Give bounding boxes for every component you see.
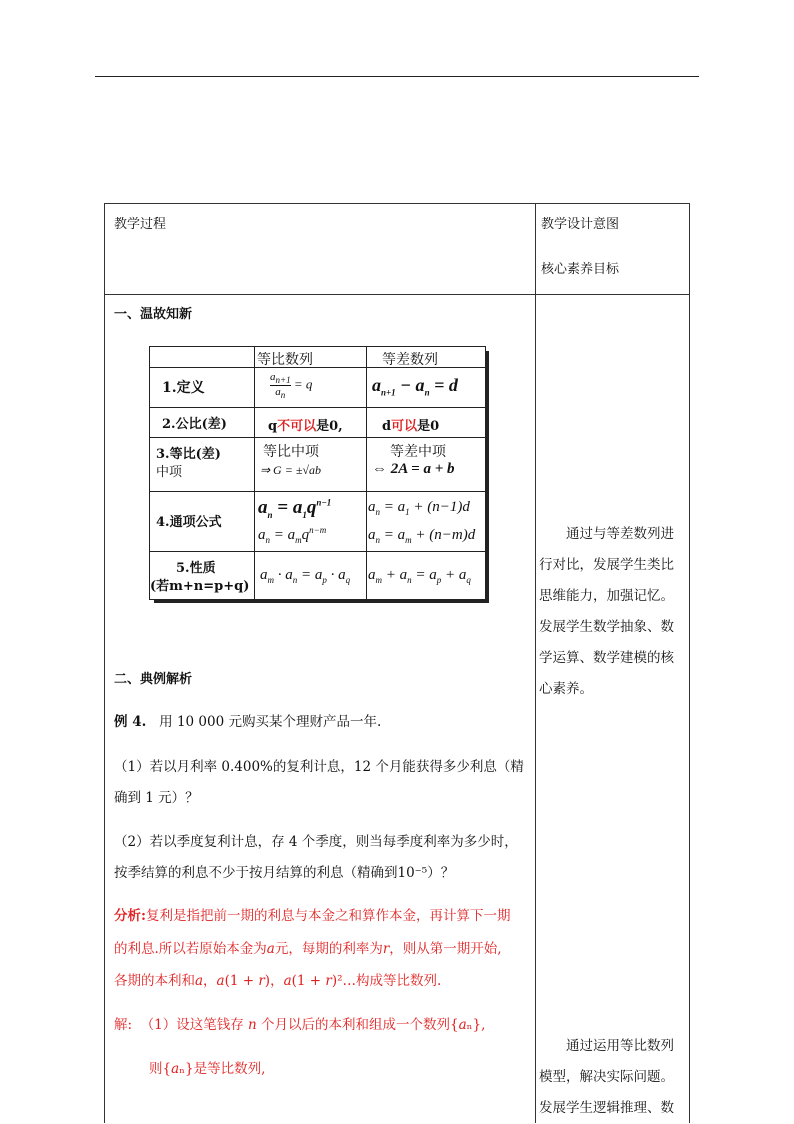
analysis-line3: 各期的本利和𝑎，𝑎(1 + 𝑟)，𝑎(1 + 𝑟)²…构成等比数列. bbox=[114, 973, 442, 989]
solution-line2: 则{𝑎ₙ}是等比数列, bbox=[149, 1061, 266, 1077]
row5-geo: $a_m \cdot a_n = a_p \cdot a_q$ bbox=[260, 567, 351, 585]
row3-ari-2: ⇔ 2A = a + b bbox=[372, 461, 455, 477]
row1-geo: $\frac{a_{n+1}}{a_n}$ = q bbox=[270, 371, 313, 401]
header-divider bbox=[105, 294, 689, 295]
section1-title: 一、温故知新 bbox=[114, 307, 193, 322]
q2-line2: 按季结算的利息不少于按月结算的利息（精确到10⁻⁵）？ bbox=[114, 865, 455, 881]
header-rule bbox=[95, 76, 699, 77]
row3-geo-1: 等比中项 bbox=[263, 444, 319, 460]
q1-line2: 确到 1 元）？ bbox=[114, 790, 199, 806]
solution-line1: 解: （1）设这笔钱存 𝑛 个月以后的本利和组成一个数列{𝑎ₙ}, bbox=[114, 1017, 486, 1033]
header-goal: 核心素养目标 bbox=[541, 262, 620, 277]
header-process: 教学过程 bbox=[114, 217, 167, 232]
intent-para-1: 通过与等差数列进 行对比，发展学生类比 思维能力，加强记忆。 发展学生数学抽象、数 学运算、数学建模的核 心素养。 bbox=[539, 526, 674, 697]
row4-label: 4.通项公式 bbox=[156, 515, 222, 530]
row2-label: 2.公比(差) bbox=[162, 417, 227, 432]
q1-line1: （1）若以月利率 0.400%的复利计息，12 个月能获得多少利息（精 bbox=[114, 759, 524, 775]
row5-label-2: (若m+n=p+q) bbox=[150, 579, 250, 594]
header-intent: 教学设计意图 bbox=[541, 217, 620, 232]
analysis-line2: 的利息.所以若原始本金为𝑎元，每期的利率为𝑟，则从第一期开始, bbox=[114, 941, 502, 957]
row1-ari: $a_{n+1} - a_n = d$ bbox=[372, 375, 458, 398]
row3-label-1: 3.等比(差) bbox=[156, 447, 221, 462]
column-divider bbox=[535, 204, 536, 1123]
row3-label-2: 中项 bbox=[156, 465, 183, 480]
intent-para-2: 通过运用等比数列 模型，解决实际问题。 发展学生逻辑推理、数 bbox=[539, 1038, 674, 1116]
row4-geo-1: $a_n = a_1q^{n-1}$ bbox=[258, 497, 332, 520]
lesson-table bbox=[104, 203, 690, 1123]
row4-ari-2: $a_n = a_m + (n-m)d$ bbox=[368, 527, 476, 545]
row1-label: 1.定义 bbox=[162, 380, 205, 396]
col-geo: 等比数列 bbox=[257, 352, 313, 368]
section2-title: 二、典例解析 bbox=[114, 672, 193, 687]
col-ari: 等差数列 bbox=[382, 352, 438, 368]
row4-geo-2: $a_n = a_mq^{n-m}$ bbox=[258, 525, 327, 545]
row3-ari-1: 等差中项 bbox=[390, 444, 446, 460]
analysis-line1: 分析:复利是指把前一期的利息与本金之和算作本金，再计算下一期 bbox=[114, 908, 511, 924]
row2-geo: q不可以是0, bbox=[268, 419, 343, 434]
row2-ari: d可以是0 bbox=[382, 419, 440, 434]
example-line: 例 4. 用 10 000 元购买某个理财产品一年. bbox=[114, 714, 382, 730]
row5-ari: $a_m + a_n = a_p + a_q$ bbox=[368, 567, 471, 585]
q2-line1: （2）若以季度复利计息，存 4 个季度，则当每季度利率为多少时， bbox=[114, 834, 518, 850]
row4-ari-1: $a_n = a_1 + (n-1)d$ bbox=[368, 499, 470, 517]
row3-geo-2: ⇒ G = ±√ab bbox=[260, 463, 321, 477]
comparison-table bbox=[149, 346, 486, 600]
row5-label-1: 5.性质 bbox=[176, 561, 216, 576]
